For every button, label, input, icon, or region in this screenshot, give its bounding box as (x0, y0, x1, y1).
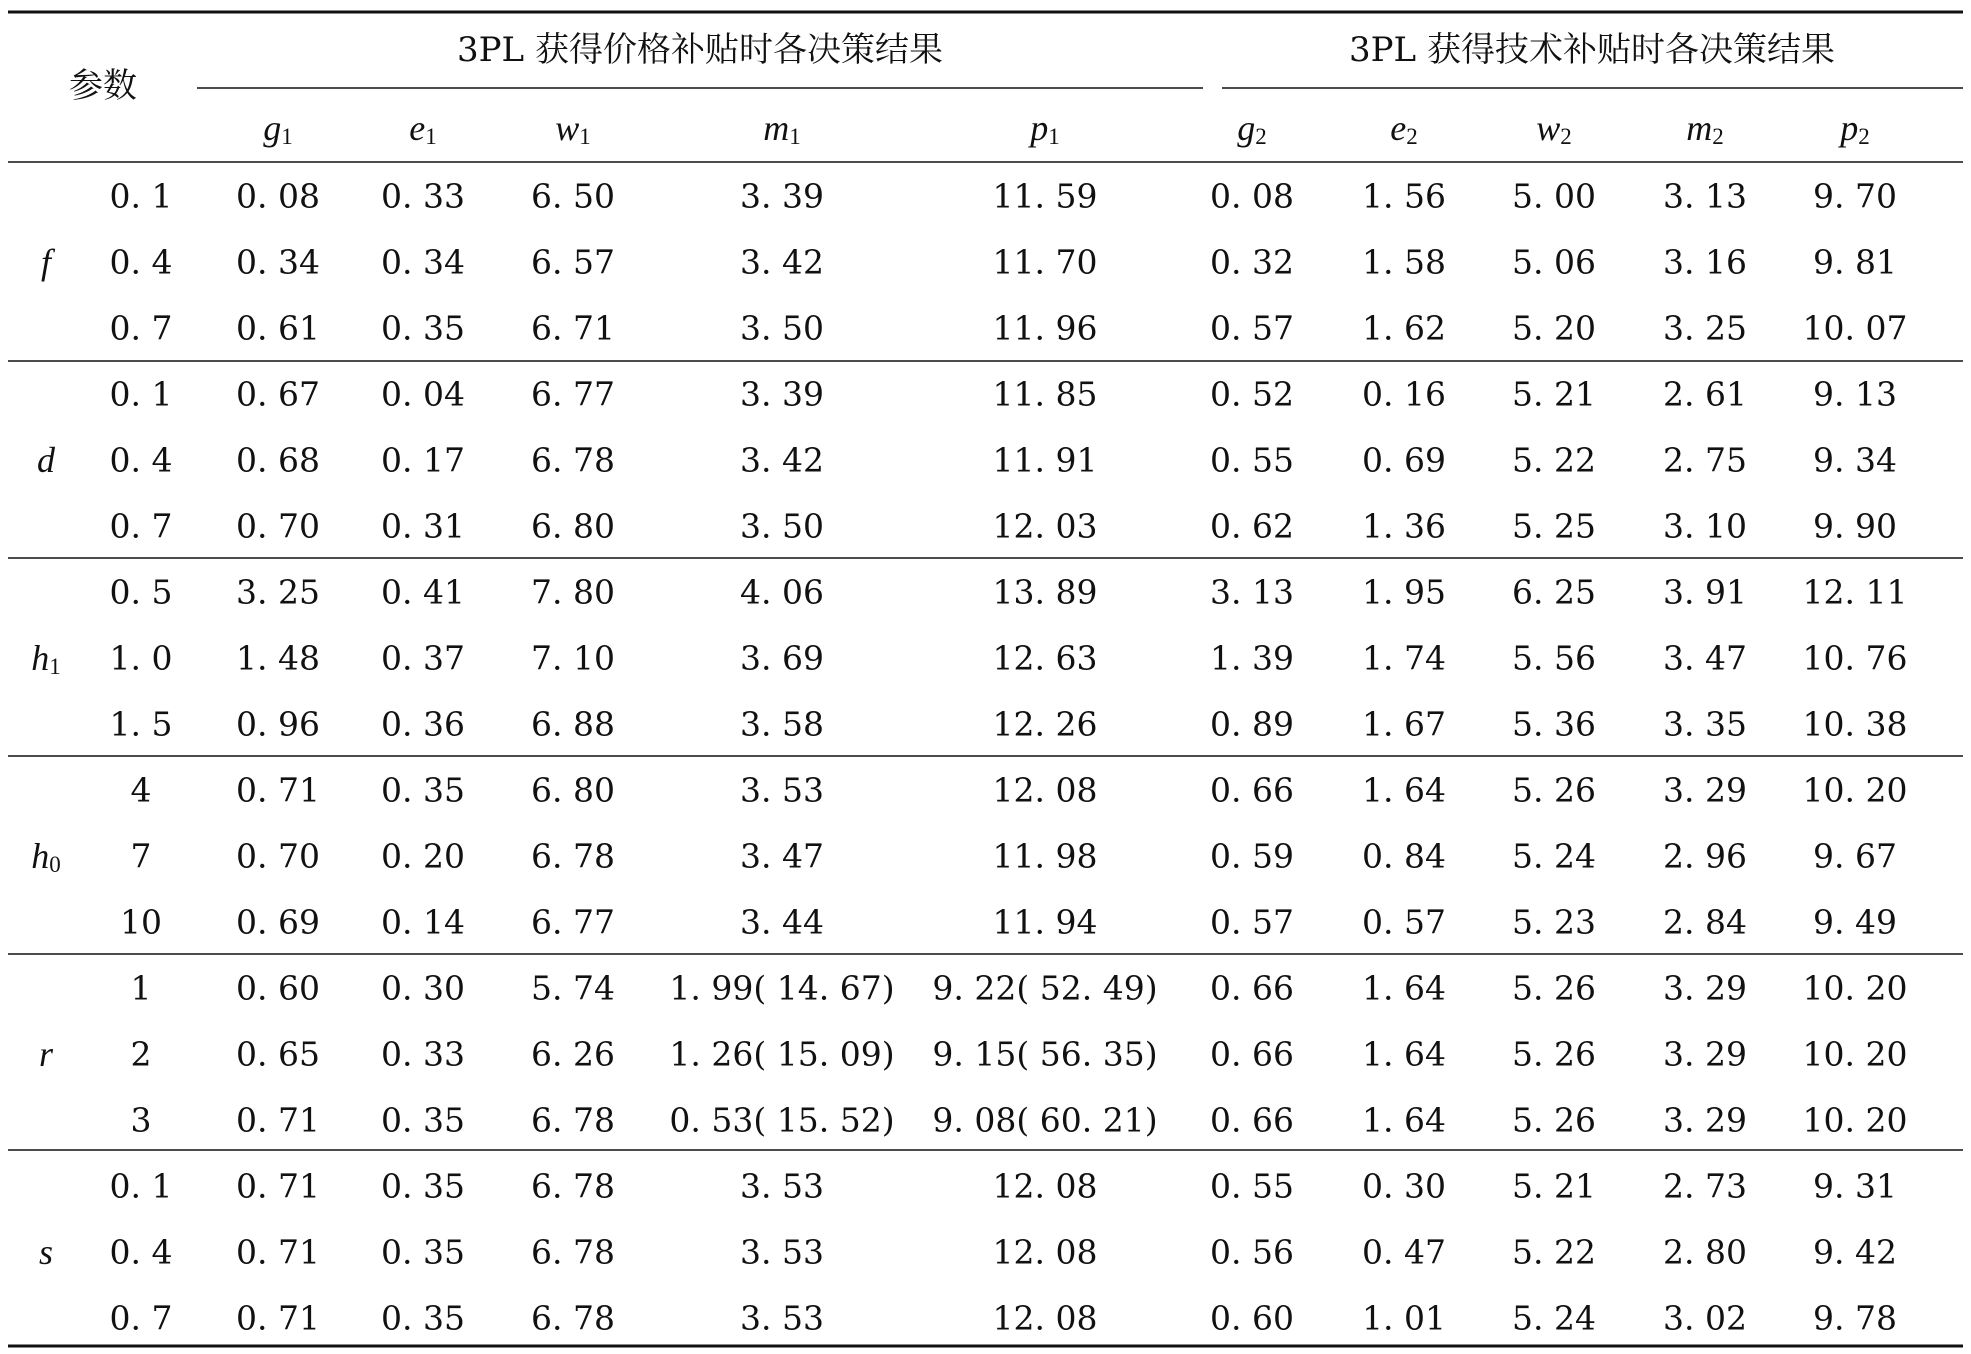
table-cell: 5. 26 (1512, 968, 1596, 1008)
table-cell: 0. 35 (381, 308, 465, 348)
table-cell: 3. 53 (740, 1166, 824, 1206)
table-cell: 0. 60 (236, 968, 320, 1008)
table-cell: 0. 04 (381, 374, 465, 414)
table-cell: 0. 62 (1210, 506, 1294, 546)
table-cell: 3. 13 (1210, 572, 1294, 612)
table-cell: 3. 39 (740, 374, 824, 414)
table-cell: 6. 71 (531, 308, 615, 348)
column-header-e2-subscript: 2 (1406, 123, 1418, 149)
table-cell: 10. 20 (1802, 1034, 1908, 1074)
param-label-f (41, 242, 56, 282)
table-cell: 9. 08( 60. 21) (932, 1100, 1158, 1140)
table-cell: 11. 91 (992, 440, 1098, 480)
table-cell: 4. 06 (740, 572, 824, 612)
table-cell: 9. 78 (1813, 1298, 1897, 1338)
column-header-g1-letter: g (263, 108, 282, 148)
table-cell: 9. 67 (1813, 836, 1897, 876)
table-cell: 12. 08 (992, 770, 1098, 810)
param-label-r (39, 1034, 54, 1074)
table-cell: 0. 20 (381, 836, 465, 876)
table-cell: 3. 50 (740, 506, 824, 546)
table-cell: 3. 02 (1663, 1298, 1747, 1338)
param-label-h1 (31, 638, 61, 679)
column-header-w2-letter: w (1536, 108, 1561, 148)
table-cell: 9. 22( 52. 49) (932, 968, 1158, 1008)
table-cell: 3. 53 (740, 770, 824, 810)
table-cell: 0. 30 (1362, 1166, 1446, 1206)
column-header-g1-subscript: 1 (281, 123, 293, 149)
table-cell: 5. 74 (531, 968, 615, 1008)
table-cell: 11. 85 (992, 374, 1098, 414)
table-cell: 5. 26 (1512, 1100, 1596, 1140)
table-cell: 12. 08 (992, 1166, 1098, 1206)
table-cell: 3. 29 (1663, 968, 1747, 1008)
param-value: 1. 5 (109, 704, 173, 744)
table-cell: 5. 23 (1512, 902, 1596, 942)
table-cell: 6. 50 (531, 176, 615, 216)
column-header-e2 (1390, 108, 1417, 149)
table-cell: 11. 98 (992, 836, 1098, 876)
table-cell: 6. 77 (531, 902, 615, 942)
param-value: 3 (130, 1100, 152, 1140)
table-cell: 0. 66 (1210, 770, 1294, 810)
table-cell: 3. 39 (740, 176, 824, 216)
table-cell: 1. 64 (1362, 1100, 1446, 1140)
table-cell: 7. 80 (531, 572, 615, 612)
table-cell: 0. 35 (381, 770, 465, 810)
table-cell: 2. 80 (1663, 1232, 1747, 1272)
table-cell: 0. 71 (236, 1100, 320, 1140)
table-cell: 3. 25 (1663, 308, 1747, 348)
param-value: 0. 5 (109, 572, 173, 612)
table-cell: 3. 58 (740, 704, 824, 744)
column-header-w1 (555, 108, 591, 149)
table-cell: 5. 25 (1512, 506, 1596, 546)
table-cell: 0. 47 (1362, 1232, 1446, 1272)
table-cell: 1. 74 (1362, 638, 1446, 678)
table-cell: 0. 89 (1210, 704, 1294, 744)
group-header-tech: 3PL 获得技术补贴时各决策结果 (1349, 30, 1835, 70)
param-label-h1-letter: h (31, 638, 50, 678)
table-cell: 0. 66 (1210, 1034, 1294, 1074)
table-cell: 3. 91 (1663, 572, 1747, 612)
table-cell: 2. 75 (1663, 440, 1747, 480)
table-cell: 0. 60 (1210, 1298, 1294, 1338)
table-cell: 3. 25 (236, 572, 320, 612)
table-cell: 5. 24 (1512, 836, 1596, 876)
column-header-g2-subscript: 2 (1255, 123, 1267, 149)
column-header-m2-subscript: 2 (1712, 123, 1724, 149)
table-cell: 0. 69 (236, 902, 320, 942)
column-header-m1 (763, 108, 801, 149)
table-cell: 0. 57 (1210, 902, 1294, 942)
table-cell: 9. 49 (1813, 902, 1897, 942)
param-label-d (37, 440, 56, 480)
table-cell: 12. 03 (992, 506, 1098, 546)
table-cell: 12. 26 (992, 704, 1098, 744)
param-value: 0. 1 (109, 374, 173, 414)
table-cell: 5. 06 (1512, 242, 1596, 282)
table-cell: 6. 78 (531, 1166, 615, 1206)
param-label-f-letter: f (40, 242, 52, 282)
column-header-e1-subscript: 1 (425, 123, 437, 149)
table-cell: 1. 64 (1362, 770, 1446, 810)
table-cell: 0. 71 (236, 1298, 320, 1338)
table-cell: 10. 20 (1802, 770, 1908, 810)
table-cell: 10. 20 (1802, 968, 1908, 1008)
table-cell: 3. 42 (740, 440, 824, 480)
table-cell: 1. 56 (1362, 176, 1446, 216)
table-cell: 9. 42 (1813, 1232, 1897, 1272)
table-cell: 11. 96 (992, 308, 1098, 348)
table-cell: 0. 96 (236, 704, 320, 744)
table-cell: 1. 01 (1362, 1298, 1446, 1338)
table-cell: 3. 69 (740, 638, 824, 678)
table-cell: 3. 29 (1663, 1034, 1747, 1074)
table-cell: 9. 13 (1813, 374, 1897, 414)
table-cell: 5. 36 (1512, 704, 1596, 744)
table-cell: 6. 88 (531, 704, 615, 744)
table-cell: 0. 84 (1362, 836, 1446, 876)
table-cell: 1. 62 (1362, 308, 1446, 348)
table-cell: 1. 48 (236, 638, 320, 678)
table-cell: 0. 56 (1210, 1232, 1294, 1272)
table-cell: 0. 35 (381, 1298, 465, 1338)
table-cell: 0. 71 (236, 1232, 320, 1272)
table-cell: 0. 35 (381, 1232, 465, 1272)
table-cell: 1. 26( 15. 09) (669, 1034, 895, 1074)
column-header-p1 (1027, 108, 1060, 149)
table-cell: 0. 67 (236, 374, 320, 414)
table-cell: 12. 11 (1802, 572, 1908, 612)
table-cell: 6. 25 (1512, 572, 1596, 612)
table-cell: 3. 35 (1663, 704, 1747, 744)
param-label-h0-subscript: 0 (49, 851, 61, 877)
column-header-m2-letter: m (1686, 108, 1713, 148)
table-cell: 9. 81 (1813, 242, 1897, 282)
param-value: 2 (130, 1034, 152, 1074)
table-cell: 6. 78 (531, 1100, 615, 1140)
table-cell: 5. 56 (1512, 638, 1596, 678)
table-cell: 0. 32 (1210, 242, 1294, 282)
table-cell: 0. 55 (1210, 1166, 1294, 1206)
table-cell: 0. 65 (236, 1034, 320, 1074)
table-cell: 0. 14 (381, 902, 465, 942)
table-cell: 5. 22 (1512, 440, 1596, 480)
table-cell: 0. 31 (381, 506, 465, 546)
table-cell: 12. 08 (992, 1298, 1098, 1338)
param-label-r-letter: r (38, 1034, 54, 1074)
table-cell: 0. 36 (381, 704, 465, 744)
table-cell: 11. 59 (992, 176, 1098, 216)
table-cell: 0. 08 (236, 176, 320, 216)
param-value: 0. 7 (109, 506, 173, 546)
table-cell: 3. 16 (1663, 242, 1747, 282)
table-cell: 3. 13 (1663, 176, 1747, 216)
table-cell: 0. 66 (1210, 968, 1294, 1008)
param-label-h0-letter: h (31, 836, 50, 876)
table-cell: 3. 29 (1663, 1100, 1747, 1140)
table-cell: 1. 58 (1362, 242, 1446, 282)
column-header-g2 (1237, 108, 1267, 149)
table-cell: 6. 26 (531, 1034, 615, 1074)
table-cell: 0. 41 (381, 572, 465, 612)
column-header-p1-letter: p (1030, 108, 1049, 148)
param-value: 7 (130, 836, 152, 876)
table-cell: 13. 89 (992, 572, 1098, 612)
table-cell: 2. 73 (1663, 1166, 1747, 1206)
table-cell: 0. 52 (1210, 374, 1294, 414)
table-cell: 0. 71 (236, 1166, 320, 1206)
param-value: 0. 4 (109, 1232, 173, 1272)
table-cell: 9. 15( 56. 35) (932, 1034, 1158, 1074)
table-cell: 3. 53 (740, 1232, 824, 1272)
column-header-e1 (409, 108, 436, 149)
table-cell: 0. 71 (236, 770, 320, 810)
table-cell: 3. 53 (740, 1298, 824, 1338)
param-header: 参数 (69, 66, 137, 106)
table-cell: 10. 38 (1802, 704, 1908, 744)
table-cell: 6. 78 (531, 1298, 615, 1338)
column-header-m1-letter: m (763, 108, 790, 148)
table-cell: 6. 78 (531, 836, 615, 876)
table-cell: 5. 20 (1512, 308, 1596, 348)
table-cell: 3. 50 (740, 308, 824, 348)
table-cell: 3. 47 (740, 836, 824, 876)
table-cell: 5. 26 (1512, 770, 1596, 810)
table-cell: 5. 22 (1512, 1232, 1596, 1272)
table-cell: 2. 61 (1663, 374, 1747, 414)
table-cell: 0. 55 (1210, 440, 1294, 480)
param-value: 4 (130, 770, 152, 810)
param-value: 0. 7 (109, 308, 173, 348)
column-header-g2-letter: g (1237, 108, 1256, 148)
param-value: 0. 4 (109, 440, 173, 480)
table-cell: 6. 77 (531, 374, 615, 414)
param-label-s (39, 1232, 53, 1272)
table-cell: 0. 66 (1210, 1100, 1294, 1140)
table-cell: 1. 67 (1362, 704, 1446, 744)
column-header-p2-subscript: 2 (1858, 123, 1870, 149)
table-cell: 1. 36 (1362, 506, 1446, 546)
table-cell: 10. 20 (1802, 1100, 1908, 1140)
table-cell: 7. 10 (531, 638, 615, 678)
column-header-w1-letter: w (555, 108, 580, 148)
table-cell: 3. 44 (740, 902, 824, 942)
column-header-m2 (1686, 108, 1724, 149)
table-cell: 12. 63 (992, 638, 1098, 678)
table-cell: 6. 57 (531, 242, 615, 282)
param-label-d-letter: d (37, 440, 55, 480)
param-value: 0. 7 (109, 1298, 173, 1338)
column-header-e2-letter: e (1390, 108, 1407, 148)
group-header-price: 3PL 获得价格补贴时各决策结果 (457, 30, 943, 70)
table-cell: 6. 78 (531, 440, 615, 480)
column-header-g1 (263, 108, 293, 149)
param-value: 1 (130, 968, 152, 1008)
table-cell: 11. 94 (992, 902, 1098, 942)
table-cell: 0. 70 (236, 836, 320, 876)
column-header-m1-subscript: 1 (789, 123, 801, 149)
table-cell: 0. 53( 15. 52) (669, 1100, 895, 1140)
table-cell: 5. 24 (1512, 1298, 1596, 1338)
table-cell: 0. 08 (1210, 176, 1294, 216)
param-value: 0. 1 (109, 1166, 173, 1206)
param-label-h0 (31, 836, 61, 877)
param-value: 10 (120, 902, 162, 942)
table-cell: 0. 37 (381, 638, 465, 678)
column-header-p1-subscript: 1 (1048, 123, 1060, 149)
table-cell: 5. 21 (1512, 374, 1596, 414)
table-cell: 9. 31 (1813, 1166, 1897, 1206)
table-cell: 0. 16 (1362, 374, 1446, 414)
table-cell: 0. 61 (236, 308, 320, 348)
column-header-p2 (1837, 108, 1870, 149)
table-cell: 5. 21 (1512, 1166, 1596, 1206)
table-cell: 3. 10 (1663, 506, 1747, 546)
table-cell: 0. 70 (236, 506, 320, 546)
table-cell: 9. 90 (1813, 506, 1897, 546)
param-value: 0. 4 (109, 242, 173, 282)
table-cell: 2. 96 (1663, 836, 1747, 876)
table-cell: 1. 95 (1362, 572, 1446, 612)
table-cell: 0. 17 (381, 440, 465, 480)
table-cell: 1. 39 (1210, 638, 1294, 678)
table-cell: 5. 00 (1512, 176, 1596, 216)
table-cell: 0. 33 (381, 176, 465, 216)
column-header-p2-letter: p (1840, 108, 1859, 148)
table-cell: 0. 30 (381, 968, 465, 1008)
table-cell: 0. 57 (1210, 308, 1294, 348)
table-cell: 9. 34 (1813, 440, 1897, 480)
column-header-w1-subscript: 1 (579, 123, 591, 149)
table-cell: 9. 70 (1813, 176, 1897, 216)
table-cell: 1. 99( 14. 67) (669, 968, 895, 1008)
table-cell: 0. 35 (381, 1100, 465, 1140)
table-cell: 5. 26 (1512, 1034, 1596, 1074)
table-cell: 6. 80 (531, 770, 615, 810)
param-value: 0. 1 (109, 176, 173, 216)
param-label-s-letter: s (38, 1232, 54, 1272)
param-value: 1. 0 (109, 638, 173, 678)
column-header-w2 (1536, 108, 1572, 149)
table-cell: 0. 57 (1362, 902, 1446, 942)
table-cell: 0. 34 (381, 242, 465, 282)
table-cell: 3. 47 (1663, 638, 1747, 678)
column-header-e1-letter: e (409, 108, 426, 148)
table-cell: 6. 80 (531, 506, 615, 546)
param-label-h1-subscript: 1 (49, 653, 61, 679)
table-cell: 10. 76 (1802, 638, 1908, 678)
table-cell: 3. 42 (740, 242, 824, 282)
table-cell: 0. 59 (1210, 836, 1294, 876)
table-cell: 12. 08 (992, 1232, 1098, 1272)
column-header-w2-subscript: 2 (1560, 123, 1572, 149)
table-cell: 0. 34 (236, 242, 320, 282)
table-cell: 0. 69 (1362, 440, 1446, 480)
table-cell: 0. 33 (381, 1034, 465, 1074)
table-cell: 0. 68 (236, 440, 320, 480)
table-cell: 10. 07 (1802, 308, 1908, 348)
table-cell: 1. 64 (1362, 1034, 1446, 1074)
table-cell: 3. 29 (1663, 770, 1747, 810)
table-cell: 0. 35 (381, 1166, 465, 1206)
table-cell: 11. 70 (992, 242, 1098, 282)
table-cell: 6. 78 (531, 1232, 615, 1272)
table-cell: 2. 84 (1663, 902, 1747, 942)
table-cell: 1. 64 (1362, 968, 1446, 1008)
